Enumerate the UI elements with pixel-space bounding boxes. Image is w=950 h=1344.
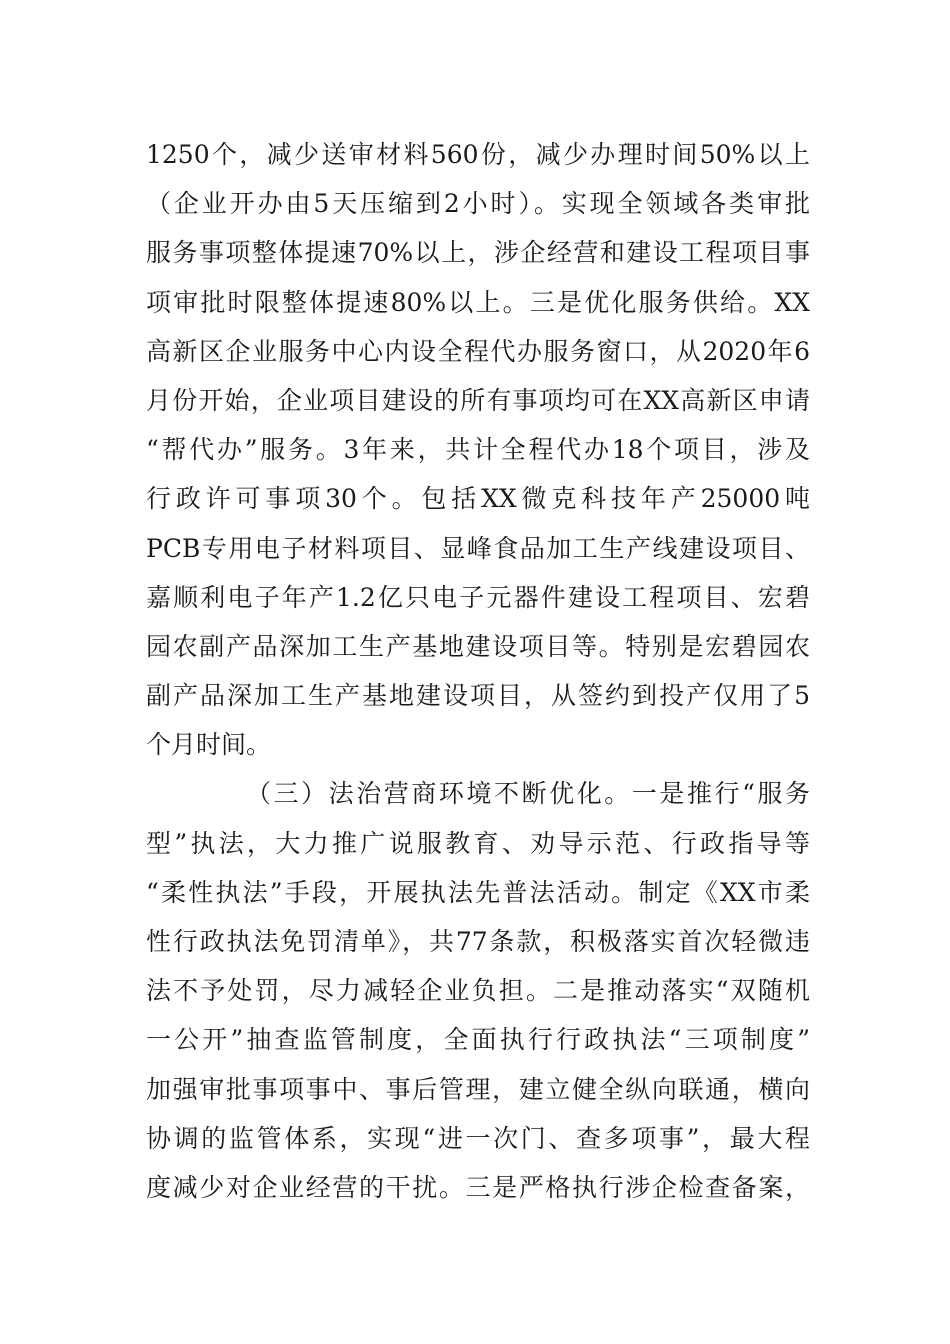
text-line: 1250个，减少送审材料560份，减少办理时间50%以上 bbox=[146, 140, 810, 169]
text-line: 服务事项整体提速70%以上，涉企经营和建设工程项目事 bbox=[146, 238, 810, 268]
text-line: PCB专用电子材料项目、显峰食品加工生产线建设项目、 bbox=[146, 533, 810, 563]
text-line: 一公开”抽查监管制度，全面执行行政执法“三项制度” bbox=[146, 1025, 810, 1055]
text-line: （企业开办由5天压缩到2小时）。实现全领域各类审批 bbox=[146, 189, 810, 219]
text-line: 项审批时限整体提速80%以上。三是优化服务供给。XX bbox=[146, 287, 810, 317]
body-text bbox=[146, 130, 810, 1212]
text-line: 高新区企业服务中心内设全程代办服务窗口，从2020年6 bbox=[146, 336, 810, 366]
text-line: “柔性执法”手段，开展执法先普法活动。制定《XX市柔 bbox=[146, 877, 810, 907]
text-line: 型”执法，大力推广说服教育、劝导示范、行政指导等 bbox=[146, 828, 810, 858]
text-line: 度减少对企业经营的干扰。三是严格执行涉企检查备案， bbox=[146, 1172, 810, 1202]
text-line: 个月时间。 bbox=[146, 730, 272, 760]
section-heading-line: （三）法治营商环境不断优化。一是推行“服务 bbox=[246, 779, 810, 809]
text-line: 月份开始，企业项目建设的所有事项均可在XX高新区申请 bbox=[146, 385, 810, 415]
text-line: 副产品深加工生产基地建设项目，从签约到投产仅用了5 bbox=[146, 681, 810, 711]
text-line: 加强审批事项事中、事后管理，建立健全纵向联通，横向 bbox=[146, 1074, 810, 1104]
text-line: 协调的监管体系，实现“进一次门、查多项事”，最大程 bbox=[146, 1123, 810, 1153]
text-line: 园农副产品深加工生产基地建设项目等。特别是宏碧园农 bbox=[146, 631, 810, 661]
text-line: 性行政执法免罚清单》，共77条款，积极落实首次轻微违 bbox=[146, 927, 810, 956]
text-line: 行政许可事项30个。包括XX微克科技年产25000吨 bbox=[146, 484, 810, 514]
text-line: “帮代办”服务。3年来，共计全程代办18个项目，涉及 bbox=[146, 435, 810, 465]
text-line: 法不予处罚，尽力减轻企业负担。二是推动落实“双随机 bbox=[146, 976, 810, 1006]
text-line: 嘉顺利电子年产1.2亿只电子元器件建设工程项目、宏碧 bbox=[146, 582, 810, 612]
